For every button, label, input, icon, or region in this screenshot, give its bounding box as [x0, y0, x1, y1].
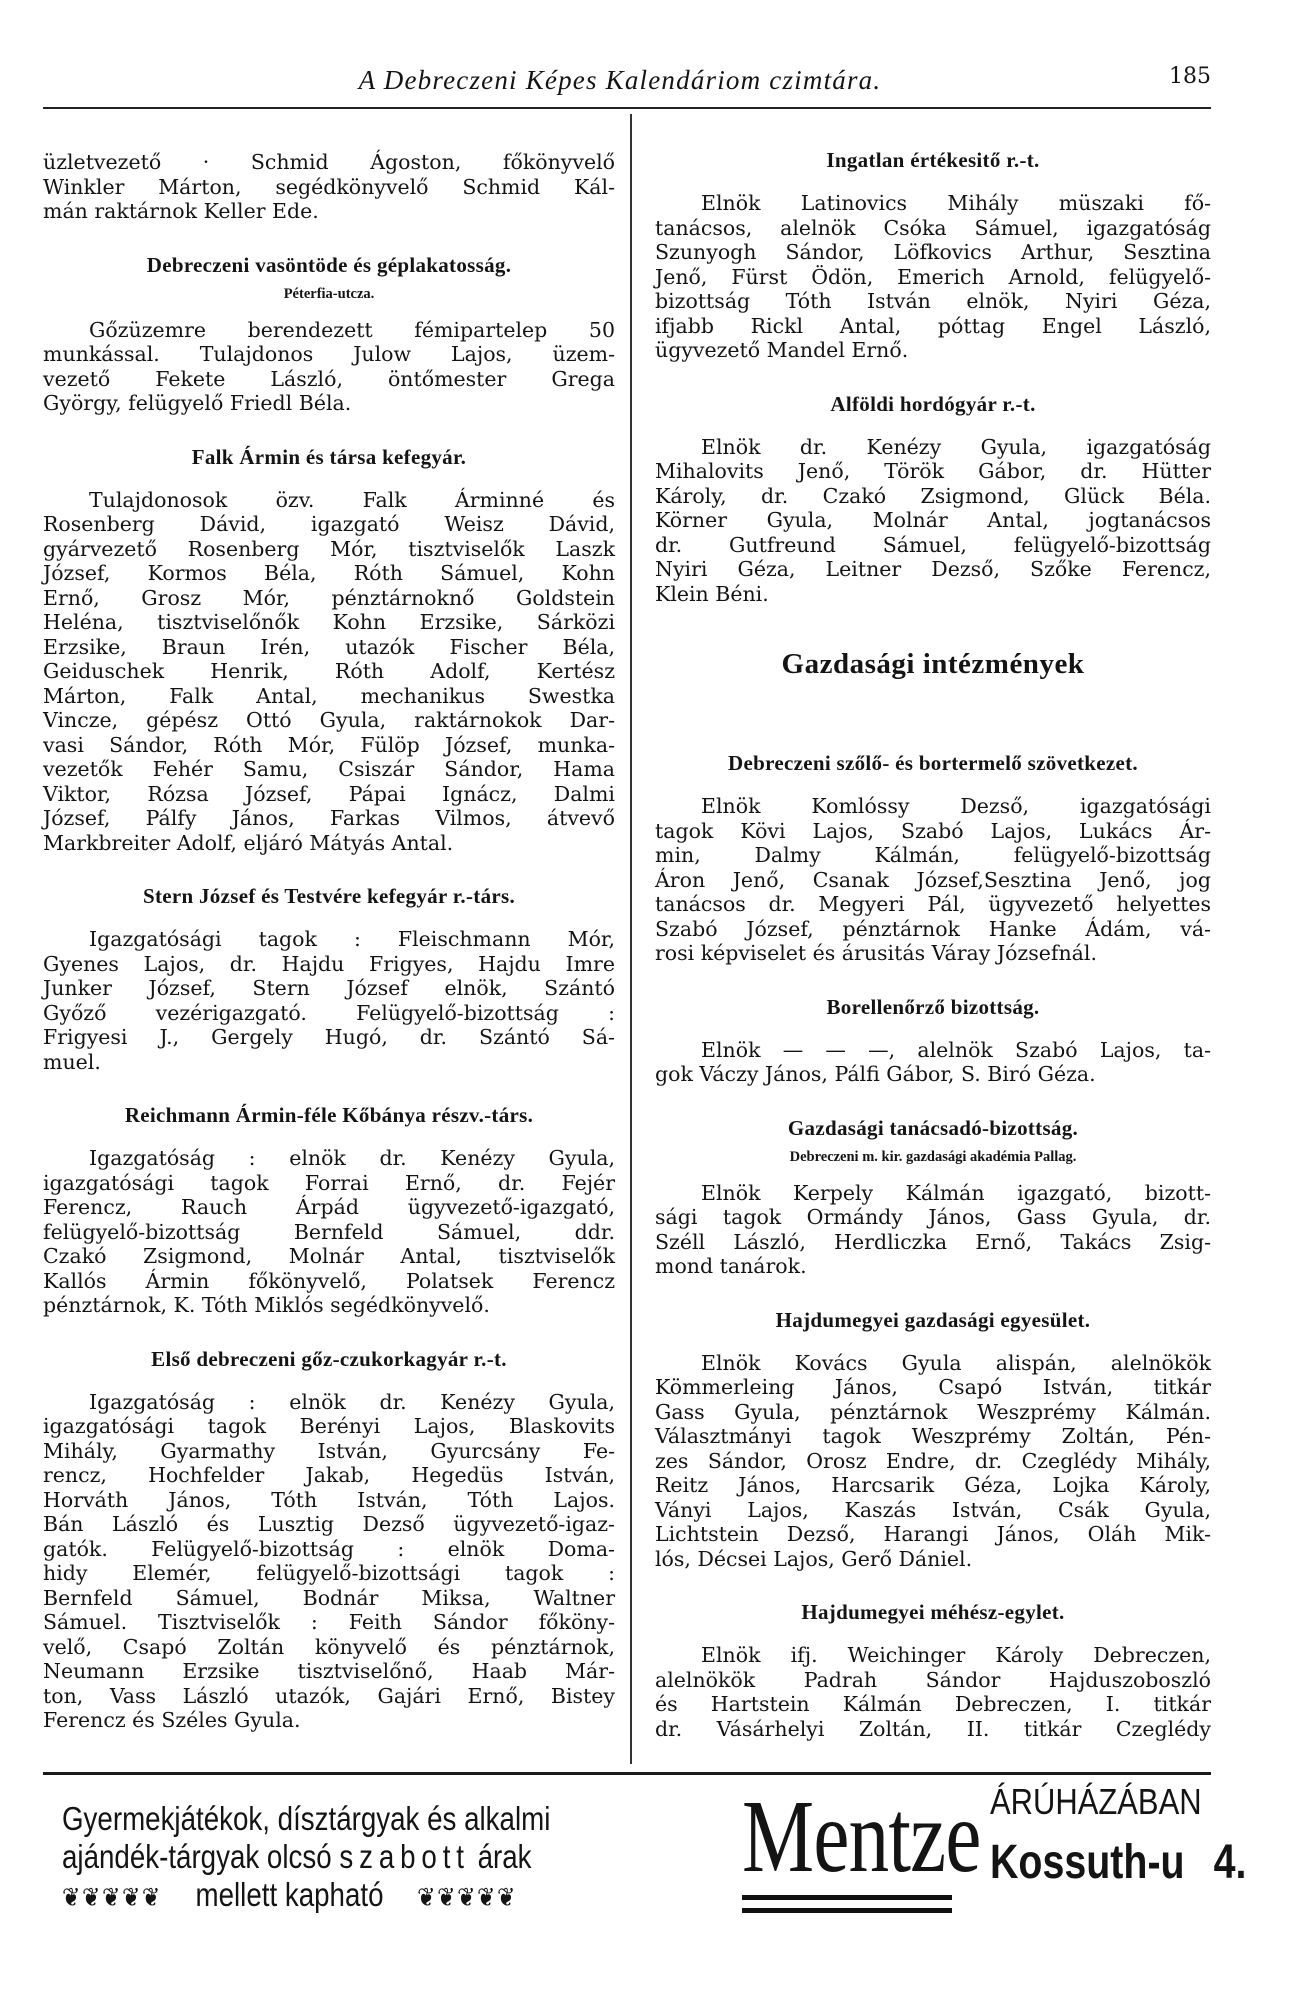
entry-text-line: mond tanárok. — [655, 1254, 807, 1278]
entry-text-line: velő, Csapó Zoltán könyvelő és pénztárnok, — [43, 1634, 615, 1659]
entry-text-line: Erzsike, Braun Irén, utazók Fischer Béla, — [43, 634, 615, 659]
entry-heading: Stern József és Testvére kefegyár r.-társ. — [142, 884, 516, 908]
entry-text-line: lós, Décsei Lajos, Gerő Dániel. — [655, 1546, 973, 1571]
entry-text-line: József, Pálfy János, Farkas Vilmos, átvevő — [43, 806, 615, 830]
directory-entry — [43, 1074, 615, 1318]
entry-text-line: Ferencz, Rauch Árpád ügyvezető-igazgató, — [43, 1195, 615, 1219]
entry-text-line: Elnök — — —, alelnök Szabó Lajos, ta- — [701, 1037, 1211, 1062]
entry-text-line: felügyelő-bizottság Bernfeld Sámuel, ddr. — [43, 1219, 615, 1244]
entry-text-line: zes Sándor, Orosz Endre, dr. Czeglédy Mihály, — [655, 1448, 1211, 1473]
entry-text-line: vezetők Fehér Samu, Csiszár Sándor, Hama — [43, 757, 615, 781]
entry-text-line: Winkler Márton, segédkönyvelő Schmid Kál- — [43, 174, 615, 199]
entry-text-line: Széll László, Herdliczka Ernő, Takács Zsig- — [655, 1229, 1211, 1254]
brand-underline — [742, 1908, 952, 1913]
entry-text-line: Elnök Latinovics Mihály müszaki fő- — [701, 191, 1211, 215]
entry-text-line: üzletvezető · Schmid Ágoston, főkönyvelő — [43, 150, 615, 174]
entry-text-line: igazgatósági tagok Berényi Lajos, Blaskovits — [43, 1414, 615, 1438]
entry-heading: Falk Ármin és társa kefegyár. — [191, 444, 467, 469]
running-title: A Debreczeni Képes Kalendáriom czimtára. — [358, 65, 882, 95]
entry-text-line: min, Dalmy Kálmán, felügyelő-bizottság — [655, 843, 1211, 867]
directory-entry — [655, 606, 1211, 966]
entry-text-line: tanácsos, alelnök Csóka Sámuel, igazgatóság — [655, 215, 1211, 240]
ad-text-line — [62, 1838, 667, 1876]
entry-text-line: dr. Gutfreund Sámuel, felügyelő-bizottság — [655, 532, 1211, 557]
entry-text-line: Sámuel. Tisztviselők : Feith Sándor főköny- — [43, 1610, 615, 1634]
entry-text-line: tagok Kövi Lajos, Szabó Lajos, Lukács Ár- — [655, 818, 1211, 843]
directory-entry — [43, 1318, 615, 1733]
left-column — [43, 150, 615, 1733]
entry-text-line: Markbreiter Adolf, eljáró Mátyás Antal. — [43, 830, 454, 855]
entry-text-line: Rosenberg Dávid, igazgató Weisz Dávid, — [43, 512, 615, 536]
entry-text-line: gyárvezető Rosenberg Mór, tisztviselők Laszk — [43, 536, 615, 561]
entry-text-line: Elnök Kerpely Kálmán igazgató, bizott- — [701, 1180, 1211, 1205]
store-address: Kossuth-u 4. — [990, 1836, 1247, 1889]
entry-text-line: ifjabb Rickl Antal, póttag Engel László, — [655, 313, 1211, 338]
entry-text-line: Igazgatósági tagok : Fleischmann Mór, — [89, 927, 615, 951]
entry-text-line: József, Kormos Béla, Róth Sámuel, Kohn — [43, 561, 615, 585]
entry-text-line: Igazgatóság : elnök dr. Kenézy Gyula, — [89, 1146, 615, 1170]
entry-text-line: Elnök Komlóssy Dezső, igazgatósági — [701, 794, 1211, 818]
entry-heading: Debreczeni vasöntöde és géplakatosság. — [146, 252, 512, 277]
entry-text-line: Ványi Lajos, Kaszás István, Csák Gyula, — [655, 1497, 1211, 1522]
entry-text-line: bizottság Tóth István elnök, Nyiri Géza, — [655, 289, 1211, 313]
entry-text-line: Frigyesi J., Gergely Hugó, dr. Szántó Sá- — [43, 1025, 615, 1049]
directory-entry — [43, 150, 615, 224]
directory-entry — [43, 855, 615, 1074]
entry-text-line: gok Váczy János, Pálfi Gábor, S. Biró Géza. — [655, 1062, 1096, 1086]
entry-text-line: alelnökök Padrah Sándor Hajduszoboszló — [655, 1667, 1211, 1692]
entry-text-line: Gőzüzemre berendezett fémipartelep 50 — [89, 317, 615, 342]
entry-text-line: Elnök dr. Kenézy Gyula, igazgatóság — [701, 434, 1211, 459]
entry-text-line: gatók. Felügyelő-bizottság : elnök Doma- — [43, 1536, 615, 1561]
entry-text-line: Heléna, tisztviselőnők Kohn Erzsike, Sárközi — [43, 610, 615, 634]
ad-text: mellett kapható — [195, 1876, 384, 1913]
entry-text-line: ügyvezető Mandel Ernő. — [655, 338, 909, 362]
entry-text-line: Körner Gyula, Molnár Antal, jogtanácsos — [655, 508, 1211, 532]
entry-text-line: Jenő, Fürst Ödön, Emerich Arnold, felügyelő- — [655, 264, 1211, 289]
entry-text-line: Elnök ifj. Weichinger Károly Debreczen, — [701, 1643, 1211, 1667]
section-title: Gazdasági intézmények — [781, 648, 1085, 680]
entry-text-line: Ferencz és Széles Gyula. — [43, 1708, 301, 1732]
header-rule — [43, 107, 1211, 109]
entry-heading: Ingatlan értékesitő r.-t. — [826, 148, 1040, 172]
entry-text-line: Geiduschek Henrik, Róth Adolf, Kertész — [43, 659, 615, 683]
entry-heading: Gazdasági tanácsadó-bizottság. — [787, 1115, 1079, 1140]
entry-text-line: Áron Jenő, Csanak József,Sesztina Jenő, jog — [655, 867, 1211, 892]
entry-heading: Borellenőrző bizottság. — [826, 994, 1040, 1019]
entry-text-line: Czakó Zsigmond, Molnár Antal, tisztviselők — [43, 1244, 615, 1268]
leaf-ornament-icon — [62, 1876, 162, 1913]
entry-text-line: Igazgatóság : elnök dr. Kenézy Gyula, — [89, 1389, 615, 1414]
entry-text-line: pénztárnok, K. Tóth Miklós segédkönyvelő. — [43, 1293, 490, 1317]
leaf-ornament-icon — [417, 1876, 517, 1913]
entry-subheading: Péterfia-utcza. — [283, 285, 375, 302]
entry-text-line: Gass Gyula, pénztárnok Weszprémy Kálmán. — [655, 1399, 1211, 1424]
entry-text-line: igazgatósági tagok Forrai Ernő, dr. Fejér — [43, 1170, 615, 1195]
entry-heading: Első debreczeni gőz-czukorkagyár r.-t. — [151, 1346, 507, 1371]
entry-text-line: Klein Béni. — [655, 581, 769, 606]
entry-text-line: Választmányi tagok Weszprémy Zoltán, Pén- — [655, 1424, 1211, 1448]
entry-text-line: Kömmerleing János, Csapó István, titkár — [655, 1375, 1211, 1399]
entry-text-line: ton, Vass László utazók, Gajári Ernő, Bistey — [43, 1683, 615, 1708]
entry-text-line: tanácsos dr. Megyeri Pál, ügyvezető helyettes — [655, 892, 1211, 916]
entry-text-line: muel. — [43, 1049, 101, 1074]
entry-text-line: Ernő, Grosz Mór, pénztárnoknő Goldstein — [43, 585, 615, 610]
page-number: 185 — [1169, 64, 1211, 89]
ad-text-spaced: szabott — [339, 1838, 470, 1875]
entry-text-line: Reitz János, Harcsarik Géza, Lojka Károly, — [655, 1473, 1211, 1497]
entry-text-line: rencz, Hochfelder Jakab, Hegedüs István, — [43, 1463, 615, 1487]
directory-entry — [655, 1571, 1211, 1741]
entry-heading: Alföldi hordógyár r.-t. — [830, 391, 1036, 416]
entry-text-line: Mihály, Gyarmathy István, Gyurcsány Fe- — [43, 1438, 615, 1463]
directory-entry — [655, 119, 1211, 363]
entry-text-line: Szabó József, pénztárnok Hanke Ádám, vá- — [655, 916, 1211, 941]
entry-text-line: Bernfeld Sámuel, Bodnár Miksa, Waltner — [43, 1585, 615, 1610]
entry-text-line: Gyenes Lajos, dr. Hajdu Frigyes, Hajdu Imre — [43, 951, 615, 976]
entry-text-line: Vincze, gépész Ottó Gyula, raktárnokok Dar- — [43, 708, 615, 732]
entry-heading: Hajdumegyei gazdasági egyesület. — [775, 1307, 1091, 1332]
entry-text-line: Győző vezérigazgató. Felügyelő-bizottság : — [43, 1000, 615, 1025]
brand-name: Mentze — [742, 1779, 981, 1894]
entry-text-line: Viktor, Rózsa József, Pápai Ignácz, Dalmi — [43, 781, 615, 806]
entry-text-line: mán raktárnok Keller Ede. — [43, 199, 319, 223]
directory-entry — [43, 416, 615, 856]
ad-text-line — [62, 1876, 667, 1917]
brand-underline — [742, 1895, 952, 1900]
entry-heading: Debreczeni szőlő- és bortermelő szövetkezet. — [728, 751, 1138, 775]
entry-text-line: Károly, dr. Czakó Zsigmond, Glück Béla. — [655, 483, 1211, 508]
entry-text-line: sági tagok Ormándy János, Gass Gyula, dr. — [655, 1205, 1211, 1229]
directory-entry — [655, 1279, 1211, 1572]
entry-text-line: Mihalovits Jenő, Török Gábor, dr. Hütter — [655, 459, 1211, 483]
directory-entry — [655, 363, 1211, 607]
entry-text-line: Szunyogh Sándor, Löfkovics Arthur, Sesztina — [655, 240, 1211, 264]
entry-text-line: hidy Elemér, felügyelő-bizottsági tagok : — [43, 1561, 615, 1585]
ad-text: ajándék-tárgyak olcsó — [62, 1838, 332, 1875]
entry-text-line: Horváth János, Tóth István, Tóth Lajos. — [43, 1487, 615, 1512]
entry-text-line: rosi képviselet és árusitás Váray Józsefnál. — [655, 941, 1097, 965]
entry-heading: Reichmann Ármin-féle Kőbánya részv.-társ. — [124, 1103, 534, 1127]
entry-subheading: Debreczeni m. kir. gazdasági akadémia Pallag. — [789, 1148, 1077, 1165]
entry-text-line: Junker József, Stern József elnök, Szántó — [43, 976, 615, 1000]
entry-text-line: és Hartstein Kálmán Debreczen, I. titkár — [655, 1692, 1211, 1716]
entry-text-line: György, felügyelő Friedl Béla. — [43, 391, 352, 415]
entry-text-line: Márton, Falk Antal, mechanikus Swestka — [43, 683, 615, 708]
directory-entry — [655, 966, 1211, 1087]
entry-text-line: Nyiri Géza, Leitner Dezső, Szőke Ferencz, — [655, 557, 1211, 581]
ad-text-line: Gyermekjátékok, dísztárgyak és alkalmi — [62, 1800, 551, 1837]
column-divider — [630, 114, 632, 1764]
entry-text-line: Neumann Erzsike tisztviselőnő, Haab Már- — [43, 1659, 615, 1683]
entry-text-line: Kallós Ármin főkönyvelő, Polatsek Ferencz — [43, 1268, 615, 1293]
entry-text-line: Elnök Kovács Gyula alispán, alelnökök — [701, 1350, 1211, 1375]
directory-entry — [655, 1087, 1211, 1279]
right-column — [655, 119, 1211, 1741]
advertisement-rule — [43, 1772, 1211, 1775]
store-label: ÁRÚHÁZÁBAN — [990, 1781, 1202, 1822]
entry-text-line: Tulajdonosok özv. Falk Árminné és — [89, 487, 615, 512]
entry-text-line: munkással. Tulajdonos Julow Lajos, üzem- — [43, 342, 615, 366]
entry-text-line: Bán László és Lusztig Dezső ügyvezető-igaz- — [43, 1512, 615, 1536]
entry-heading: Hajdumegyei méhész-egylet. — [801, 1600, 1065, 1624]
directory-entry — [43, 224, 615, 416]
running-header — [0, 62, 1314, 98]
entry-text-line: vasi Sándor, Róth Mór, Fülöp József, munka- — [43, 732, 615, 757]
entry-text-line: dr. Vásárhelyi Zoltán, II. titkár Czeglédy — [655, 1716, 1211, 1741]
entry-text-line: Lichtstein Dezső, Harangi János, Oláh Mik- — [655, 1522, 1211, 1546]
ad-text: árak — [477, 1838, 532, 1875]
entry-text-line: vezető Fekete László, öntőmester Grega — [43, 366, 615, 391]
